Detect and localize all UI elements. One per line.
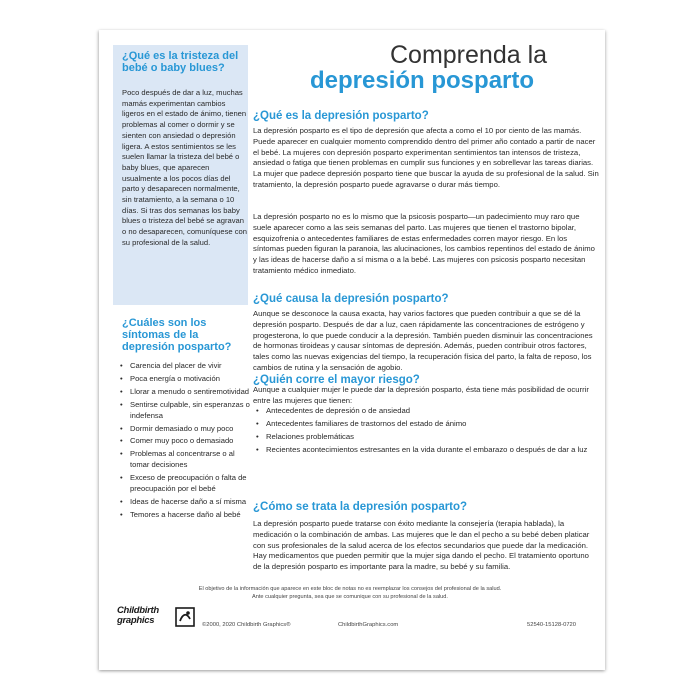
paragraph-what-is-1: La depresión posparto es el tipo de depresión que afecta a como el 10 por ciento de las mamás. Puede aparecer en cualquier momento comprendido dentro del primer año contado a partir de nacer el bebé. La mujeres con depresión posparto experimentan sentimientos tan intensos de tristeza, ansiedad o fatiga que tienen problemas en cumplir sus funciones y en sobrellevar las tareas diarias. La mujer que padece depresión posparto tiene que buscar la ayuda de su profesional de la salud. Sin tratamiento, la depresión posparto puede agravarse o durar más tiempo. <box>253 126 599 189</box>
childbirth-graphics-logo <box>117 606 199 636</box>
risk-list <box>253 406 599 458</box>
sidebar-text-baby-blues: Poco después de dar a luz, muchas mamás experimentan cambios ligeros en el estado de ánimo, tienen problemas al comer o dormir y se sienten con ansiedad o depresión ligera. A estos sentimientos se les suelen llamar la tristeza del bebé o baby blues, que aparecen usualmente a los pocos días del parto y desaparecen normalmente, sin tratamiento, a la semana o 10 días. Si tras dos semanas los baby blues o tristeza del bebé se agravan o no desaparecen, comuníquese con su profesional de la salud. <box>122 88 247 247</box>
list-item: • Temores a hacerse daño al bebé <box>118 509 250 520</box>
list-item: • Problemas al concentrarse o al tomar decisiones <box>118 448 250 470</box>
product-code: 52540-15128-0720 <box>527 622 576 628</box>
website-text: ChildbirthGraphics.com <box>338 622 399 628</box>
paragraph-what-is-2: La depresión posparto no es lo mismo que la psicosis posparto—un padecimiento muy raro que suele aparecer como a las seis semanas del parto. Las mujeres que tienen el trastorno bipolar, esquizofrenia o antecedentes familiares de estas enfermedades corren mayor riesgo. En los síntomas pueden figuran la paranoia, las alucinaciones, los cambios repentinos del estado de ánimo y las ideas de hacerse daño a sí misma o a la bebé. Las mujeres con psicosis posparto necesitan tratamiento médico inmediato. <box>253 212 595 275</box>
list-item: • Comer muy poco o demasiado <box>118 435 250 446</box>
heading-what-is: ¿Qué es la depresión posparto? <box>253 110 429 122</box>
paragraph-risk: Aunque a cualquier mujer le puede dar la depresión posparto, ésta tiene más posibilidad de ocurrir entre las mujeres que tienen: <box>253 385 589 405</box>
logo-text-line2: graphics <box>117 615 155 626</box>
disclaimer <box>110 586 590 601</box>
list-item: • Recientes acontecimientos estresantes en la vida durante el embarazo o después de dar a luz <box>253 445 599 456</box>
symptoms-list <box>118 360 250 522</box>
list-item: • Sentirse culpable, sin esperanzas o indefensa <box>118 399 250 421</box>
sidebar-heading-baby-blues: ¿Qué es la tristeza del bebé o baby blues? <box>122 50 239 74</box>
paragraph-treatment: La depresión posparto puede tratarse con éxito mediante la consejería (terapia hablada), la medicación o la combinación de ambas. Las mujeres que le dan el pecho a su bebé deben platicar con sus profesionales de la salud acerca de los efectos secundarios que puede dar la medicación. Hay medicamentos que pueden permitir que la mujer siga dando el pecho. El tratamiento oportuno de la depresión posparto es importante para la madre, su bebé y su familia. <box>253 519 590 572</box>
list-item: • Ideas de hacerse daño a sí misma <box>118 496 250 507</box>
logo-mark-icon <box>175 607 195 627</box>
list-item: • Dormir demasiado o muy poco <box>118 423 250 434</box>
disclaimer-line2: Ante cualquier pregunta, sea que se comunique con su profesional de la salud. <box>252 593 448 600</box>
sidebar-heading-symptoms: ¿Cuáles son los síntomas de la depresión posparto? <box>122 317 232 353</box>
list-item: • Relaciones problemáticas <box>253 432 599 443</box>
list-item: • Llorar a menudo o sentiremotividad <box>118 386 250 397</box>
heading-treatment: ¿Cómo se trata la depresión posparto? <box>253 501 468 513</box>
page-title-line2: depresión posparto <box>310 67 535 94</box>
paragraph-cause: Aunque se desconoce la causa exacta, hay varios factores que pueden contribuir a que se dé la depresión posparto. Después de dar a luz, caen rápidamente las concentraciones de estrógeno y progesterona, lo que puede conducir a la depresión. También pueden disminuir las concentraciones de hormonas tiroideas y causar síntomas de depresión. Además, pueden contribuir otros factores, tales como las nuevas exigencias del tiempo, la recuperación física del parto, la falta de reposo, los cambios de rutina y la sensación de agobio. <box>253 309 593 372</box>
list-item: • Antecedentes de depresión o de ansiedad <box>253 406 599 417</box>
disclaimer-line1: El objetivo de la información que aparece en este bloc de notas no es reemplazar los consejos del profesional de la salud. <box>198 586 502 592</box>
list-item: • Antecedentes familiares de trastornos del estado de ánimo <box>253 419 599 430</box>
list-item: • Poca energía o motivación <box>118 373 250 384</box>
list-item: • Exceso de preocupación o falta de preocupación por el bebé <box>118 472 250 494</box>
logo-text-line1: Childbirth <box>117 605 159 616</box>
copyright-text: ©2000, 2020 Childbirth Graphics® <box>202 622 291 628</box>
list-item: • Carencia del placer de vivir <box>118 360 250 371</box>
heading-risk: ¿Quién corre el mayor riesgo? <box>253 374 420 386</box>
page-title-line1: Comprenda la <box>390 41 548 69</box>
heading-cause: ¿Qué causa la depresión posparto? <box>253 293 449 305</box>
